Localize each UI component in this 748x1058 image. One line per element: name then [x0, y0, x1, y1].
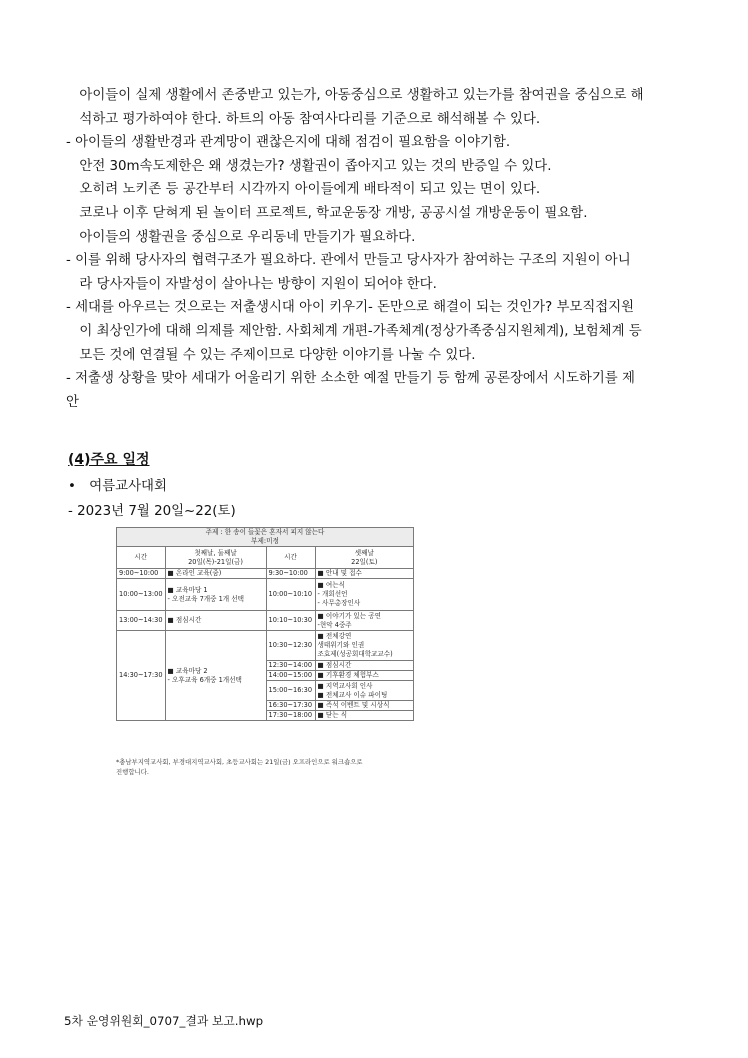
schedule-sub: 생태위기와 인권 — [317, 641, 365, 649]
time-cell: 16:30~17:30 — [266, 701, 315, 711]
schedule-cell: ■ 안내 및 접수 — [315, 569, 413, 579]
text-line: - 저출생 상황을 맞아 세대가 어울리기 위한 소소한 예절 만들기 등 함께 공론장에서 시도하기를 제 — [66, 371, 635, 387]
schedule-subtitle: 부제:미정 — [251, 537, 279, 545]
header-time2: 시간 — [266, 547, 315, 569]
bullet-item: • 여름교사대회 — [68, 479, 167, 494]
schedule-cell: ■ 기후환경 체험부스 — [315, 671, 413, 681]
text-line: 이 최상인가에 대해 의제를 제안함. 사회체계 개편-가족체계(정상가족중심지원체계), 보험체계 등 — [66, 323, 642, 339]
schedule-title-cell — [117, 528, 414, 547]
schedule-item: ■ 여는식 — [317, 581, 345, 589]
text-line: 모든 것에 연결될 수 있는 주제이므로 다양한 이야기를 나눌 수 있다. — [66, 347, 476, 363]
time-cell: 14:30~17:30 — [117, 631, 166, 721]
header-days12-date: 20일(목)-21일(금) — [188, 557, 243, 566]
schedule-item: ■ 전체교사 이슈 파이팅 — [317, 690, 388, 699]
time-cell: 10:10~10:30 — [266, 611, 315, 631]
body-text — [66, 84, 686, 414]
schedule-sub: 조효제(성공회대학교교수) — [317, 650, 393, 658]
text-line: 안 — [66, 394, 79, 410]
time-cell: 14:00~15:00 — [266, 671, 315, 681]
schedule-cell — [315, 681, 413, 701]
footnote-line: 진행합니다. — [116, 768, 149, 776]
text-line: 안전 30m속도제한은 왜 생겼는가? 생활권이 좁아지고 있는 것의 반증일 수 있다. — [66, 158, 552, 174]
text-line: 아이들의 생활권을 중심으로 우리동네 만들기가 필요하다. — [66, 229, 416, 245]
schedule-footnote — [116, 757, 406, 777]
schedule-title: 주제 : 한 송이 들꽃은 혼자서 피지 않는다 — [205, 528, 325, 536]
text-line: 아이들이 실제 생활에서 존중받고 있는가, 아동중심으로 생활하고 있는가를 참여권을 중심으로 해 — [66, 88, 644, 103]
schedule-sub: - 오후교육 6개중 1개선택 — [167, 675, 242, 684]
schedule-sub: - 사무총장인사 — [317, 599, 361, 607]
text-line: - 이를 위해 당사자의 협력구조가 필요하다. 관에서 만들고 당사자가 참여하는 구조의 지원이 아니 — [66, 253, 631, 269]
time-cell: 10:00~13:00 — [117, 579, 166, 611]
time-cell: 17:30~18:00 — [266, 711, 315, 721]
schedule-table — [116, 527, 414, 721]
schedule-sub: - 개회선언 — [317, 590, 348, 598]
schedule-item: ■ 지역교사회 인사 — [317, 681, 373, 690]
schedule-cell: ■ 온라인 교육(줌) — [165, 569, 266, 579]
header-day3-label: 셋째날 — [354, 548, 374, 557]
time-cell: 9:00~10:00 — [117, 569, 166, 579]
text-line: - 아이들의 생활반경과 관계망이 괜찮은지에 대해 점검이 필요함을 이야기함. — [66, 135, 511, 151]
time-cell: 9:30~10:00 — [266, 569, 315, 579]
file-name-footer: 5차 운영위원회_0707_결과 보고.hwp — [64, 1014, 264, 1028]
time-cell: 15:00~16:30 — [266, 681, 315, 701]
schedule-cell — [315, 611, 413, 631]
header-time: 시간 — [117, 547, 166, 569]
section-heading: (4)주요 일정 — [68, 452, 150, 468]
text-line: - 세대를 아우르는 것으로는 저출생시대 아이 키우기- 돈만으로 해결이 되는 것인가? 부모직접지원 — [66, 300, 635, 316]
time-cell: 12:30~14:00 — [266, 661, 315, 671]
dash-item: - 2023년 7월 20일~22(토) — [68, 504, 236, 519]
schedule-item: ■ 교육마당 1 — [167, 585, 208, 594]
schedule-cell: ■ 닫는 식 — [315, 711, 413, 721]
schedule-cell — [315, 631, 413, 661]
footnote-line: *충남부지역교사회, 부경대지역교사회, 초등교사회는 21일(금) 오프라인으로 워크숍으로 — [116, 758, 363, 766]
schedule-sub: -현악 4중주 — [317, 620, 352, 629]
schedule-cell: ■ 즉석 이벤트 및 시상식 — [315, 701, 413, 711]
text-line: 석하고 평가하여야 한다. 하트의 아동 참여사다리를 기준으로 해석해볼 수 있다. — [66, 111, 541, 127]
schedule-cell — [165, 631, 266, 721]
header-days12-label: 첫째날, 둘째날 — [194, 548, 237, 557]
schedule-item: ■ 전체강연 — [317, 632, 352, 640]
schedule-cell: ■ 점심시간 — [315, 661, 413, 671]
header-days12 — [165, 547, 266, 569]
schedule-cell — [165, 579, 266, 611]
schedule-cell — [315, 579, 413, 611]
header-day3 — [315, 547, 413, 569]
schedule-sub: - 오전교육 7개중 1개 선택 — [167, 594, 245, 603]
text-line: 라 당사자들이 자발성이 살아나는 방향이 지원이 되어야 한다. — [66, 276, 437, 292]
text-line: 코로나 이후 닫혀게 된 놀이터 프로젝트, 학교운동장 개방, 공공시설 개방운동이 필요함. — [66, 205, 588, 221]
schedule-item: ■ 이야기가 있는 공연 — [317, 611, 382, 620]
time-cell: 10:30~12:30 — [266, 631, 315, 661]
schedule-cell: ■ 점심시간 — [165, 611, 266, 631]
text-line: 오히려 노키존 등 공간부터 시각까지 아이들에게 배타적이 되고 있는 면이 있다. — [66, 182, 541, 198]
time-cell: 13:00~14:30 — [117, 611, 166, 631]
schedule-item: ■ 교육마당 2 — [167, 666, 208, 675]
time-cell: 10:00~10:10 — [266, 579, 315, 611]
header-day3-date: 22일(토) — [351, 557, 378, 566]
